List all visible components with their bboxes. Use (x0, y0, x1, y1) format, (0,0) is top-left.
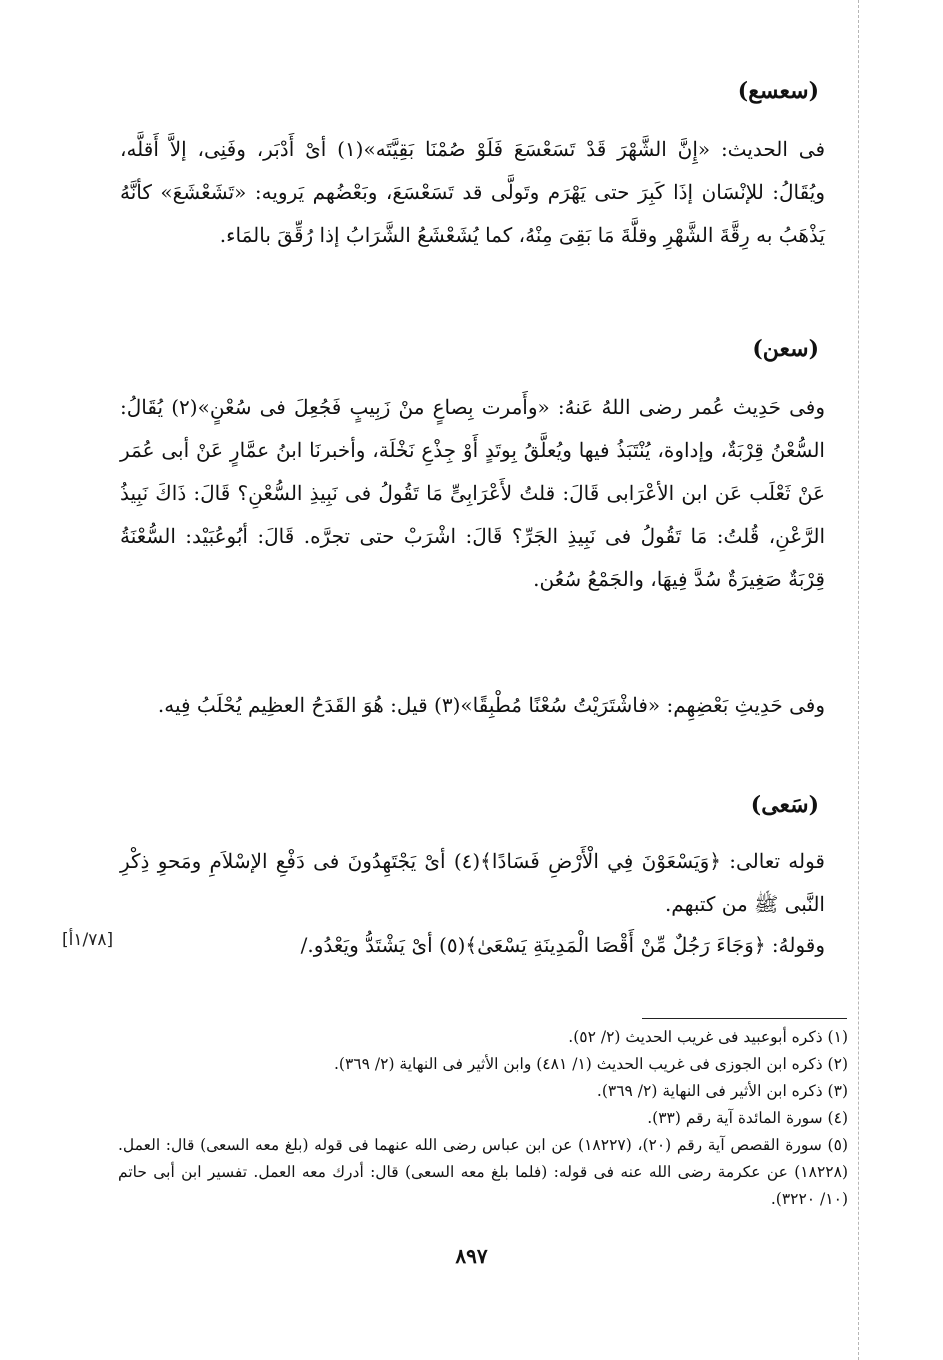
paragraph-saasaa: فى الحديث: «إِنَّ الشَّهْرَ قَدْ تَسَعْسَعَ فَلَوْ صُمْنَا بَقِيَّتَه»(١) أىْ أَدْبَر، وفَنِى، إلاَّ أَقلَّه، ويُقَالُ: للإنْسَان إذَا كَبِرَ حتى يَهْرَم وتَولَّى قد تَسَعْسَعَ، وبَعْضُهم يَرويه: «تَشَعْشَعَ» كأنَّهُ يَذْهَبُ به رِقَّةَ الشَّهْرِ وقلَّةَ مَا بَقِىَ مِنْهُ، كما يُشَعْشَعُ الشَّرَابُ إذا رُقِّقَ بالمَاء. (120, 137, 826, 247)
page-edge-line (858, 0, 859, 1360)
section-heading-saasaa: (سعسع) (737, 78, 819, 104)
footnote-4: (٤) سورة المائدة آية رقم (٣٣). (647, 1109, 848, 1127)
footnote-separator (642, 1018, 847, 1019)
footnote-5: (٥) سورة القصص آية رقم (٢٠)، (١٨٢٢٧) عن ابن عباس رضى الله عنهما فى قوله (بلغ معه السعى) قال: العمل. (١٨٢٢٨) عن عكرمة رضى الله عنه فى قوله: (فلما بلغ معه السعى) قال: أدرك معه العمل. تفسير ابن أبى حاتم (١٠/ ٣٢٢٠). (118, 1136, 848, 1208)
paragraph-saan-1: وفى حَدِيث عُمر رضى اللهُ عَنهُ: «وأَمرت بِصاعٍ منْ زَبِيبٍ فَجُعِلَ فى سُعْنٍ»(٢) يُقَالُ: السُّعْنُ قِرْبَةٌ، وإداوة، يُنْتَبَذُ فيها ويُعلَّقُ بِوتَدٍ أَوْ جِذْعِ نَخْلَة، وأخبرنَا ابنُ عمَّارٍ عَنْ أبى عُمَر عَنْ ثَعْلَب عَن ابن الأعْرَابى قَالَ: قلتُ لأَعْرَابِىٍّ مَا تَقُولُ فى نَبِيذِ السُّعْنِ؟ قَالَ: ذَاكَ نَبِيذُ الرَّعْنِ، قُلتُ: مَا تَقُولُ فى نَبِيذِ الجَرِّ؟ قَالَ: اشْرَبْ حتى تجرَّه. قَالَ: أبُوعُبَيْد: السُّعْنَةُ قِرْبَةٌ صَغِيرَةٌ سُدَّ فِيهَا، والجَمْعُ سُعُن. (120, 395, 825, 591)
footnote-3: (٣) ذكره ابن الأثير فى النهاية (٢/ ٣٦٩). (596, 1082, 848, 1100)
footnotes (118, 1024, 848, 1213)
footnote-2: (٢) ذكره ابن الجوزى فى غريب الحديث (١/ ٤٨١) وابن الأثير فى النهاية (٢/ ٣٦٩). (333, 1055, 848, 1073)
section-heading-saay: (سَعى) (750, 792, 819, 818)
paragraph-saay-2: وقولهُ: ﴿وَجَاءَ رَجُلٌ مِّنْ أَقْصَا الْمَدِينَةِ يَسْعَىٰ﴾(٥) أىْ يَشْتَدُّ ويَعْدُو./ (300, 933, 825, 957)
paragraph-saan-2: وفى حَدِيثِ بَعْضِهِم: «فاشْتَرَيْتُ سُعْنًا مُطْبِقًا»(٣) قيل: هُوَ القَدَحُ العظِيم يُحْلَبُ فِيه. (157, 693, 825, 717)
paragraph-saay-1: قوله تعالى: ﴿وَيَسْعَوْنَ فِي الْأَرْضِ فَسَادًا﴾(٤) أىْ يَجْتَهِدُونَ فى دَفْعِ الإسْلاَمِ ومَحوِ ذِكْرِ النَّبى ﷺ من كتبهم. (120, 849, 825, 916)
page-number: ٨٩٧ (455, 1244, 488, 1268)
footnote-1: (١) ذكره أبوعبيد فى غريب الحديث (٢/ ٥٢). (568, 1028, 848, 1046)
manuscript-folio-marker: [١/٧٨أ] (62, 930, 114, 950)
section-heading-saan: (سعن) (752, 336, 819, 362)
